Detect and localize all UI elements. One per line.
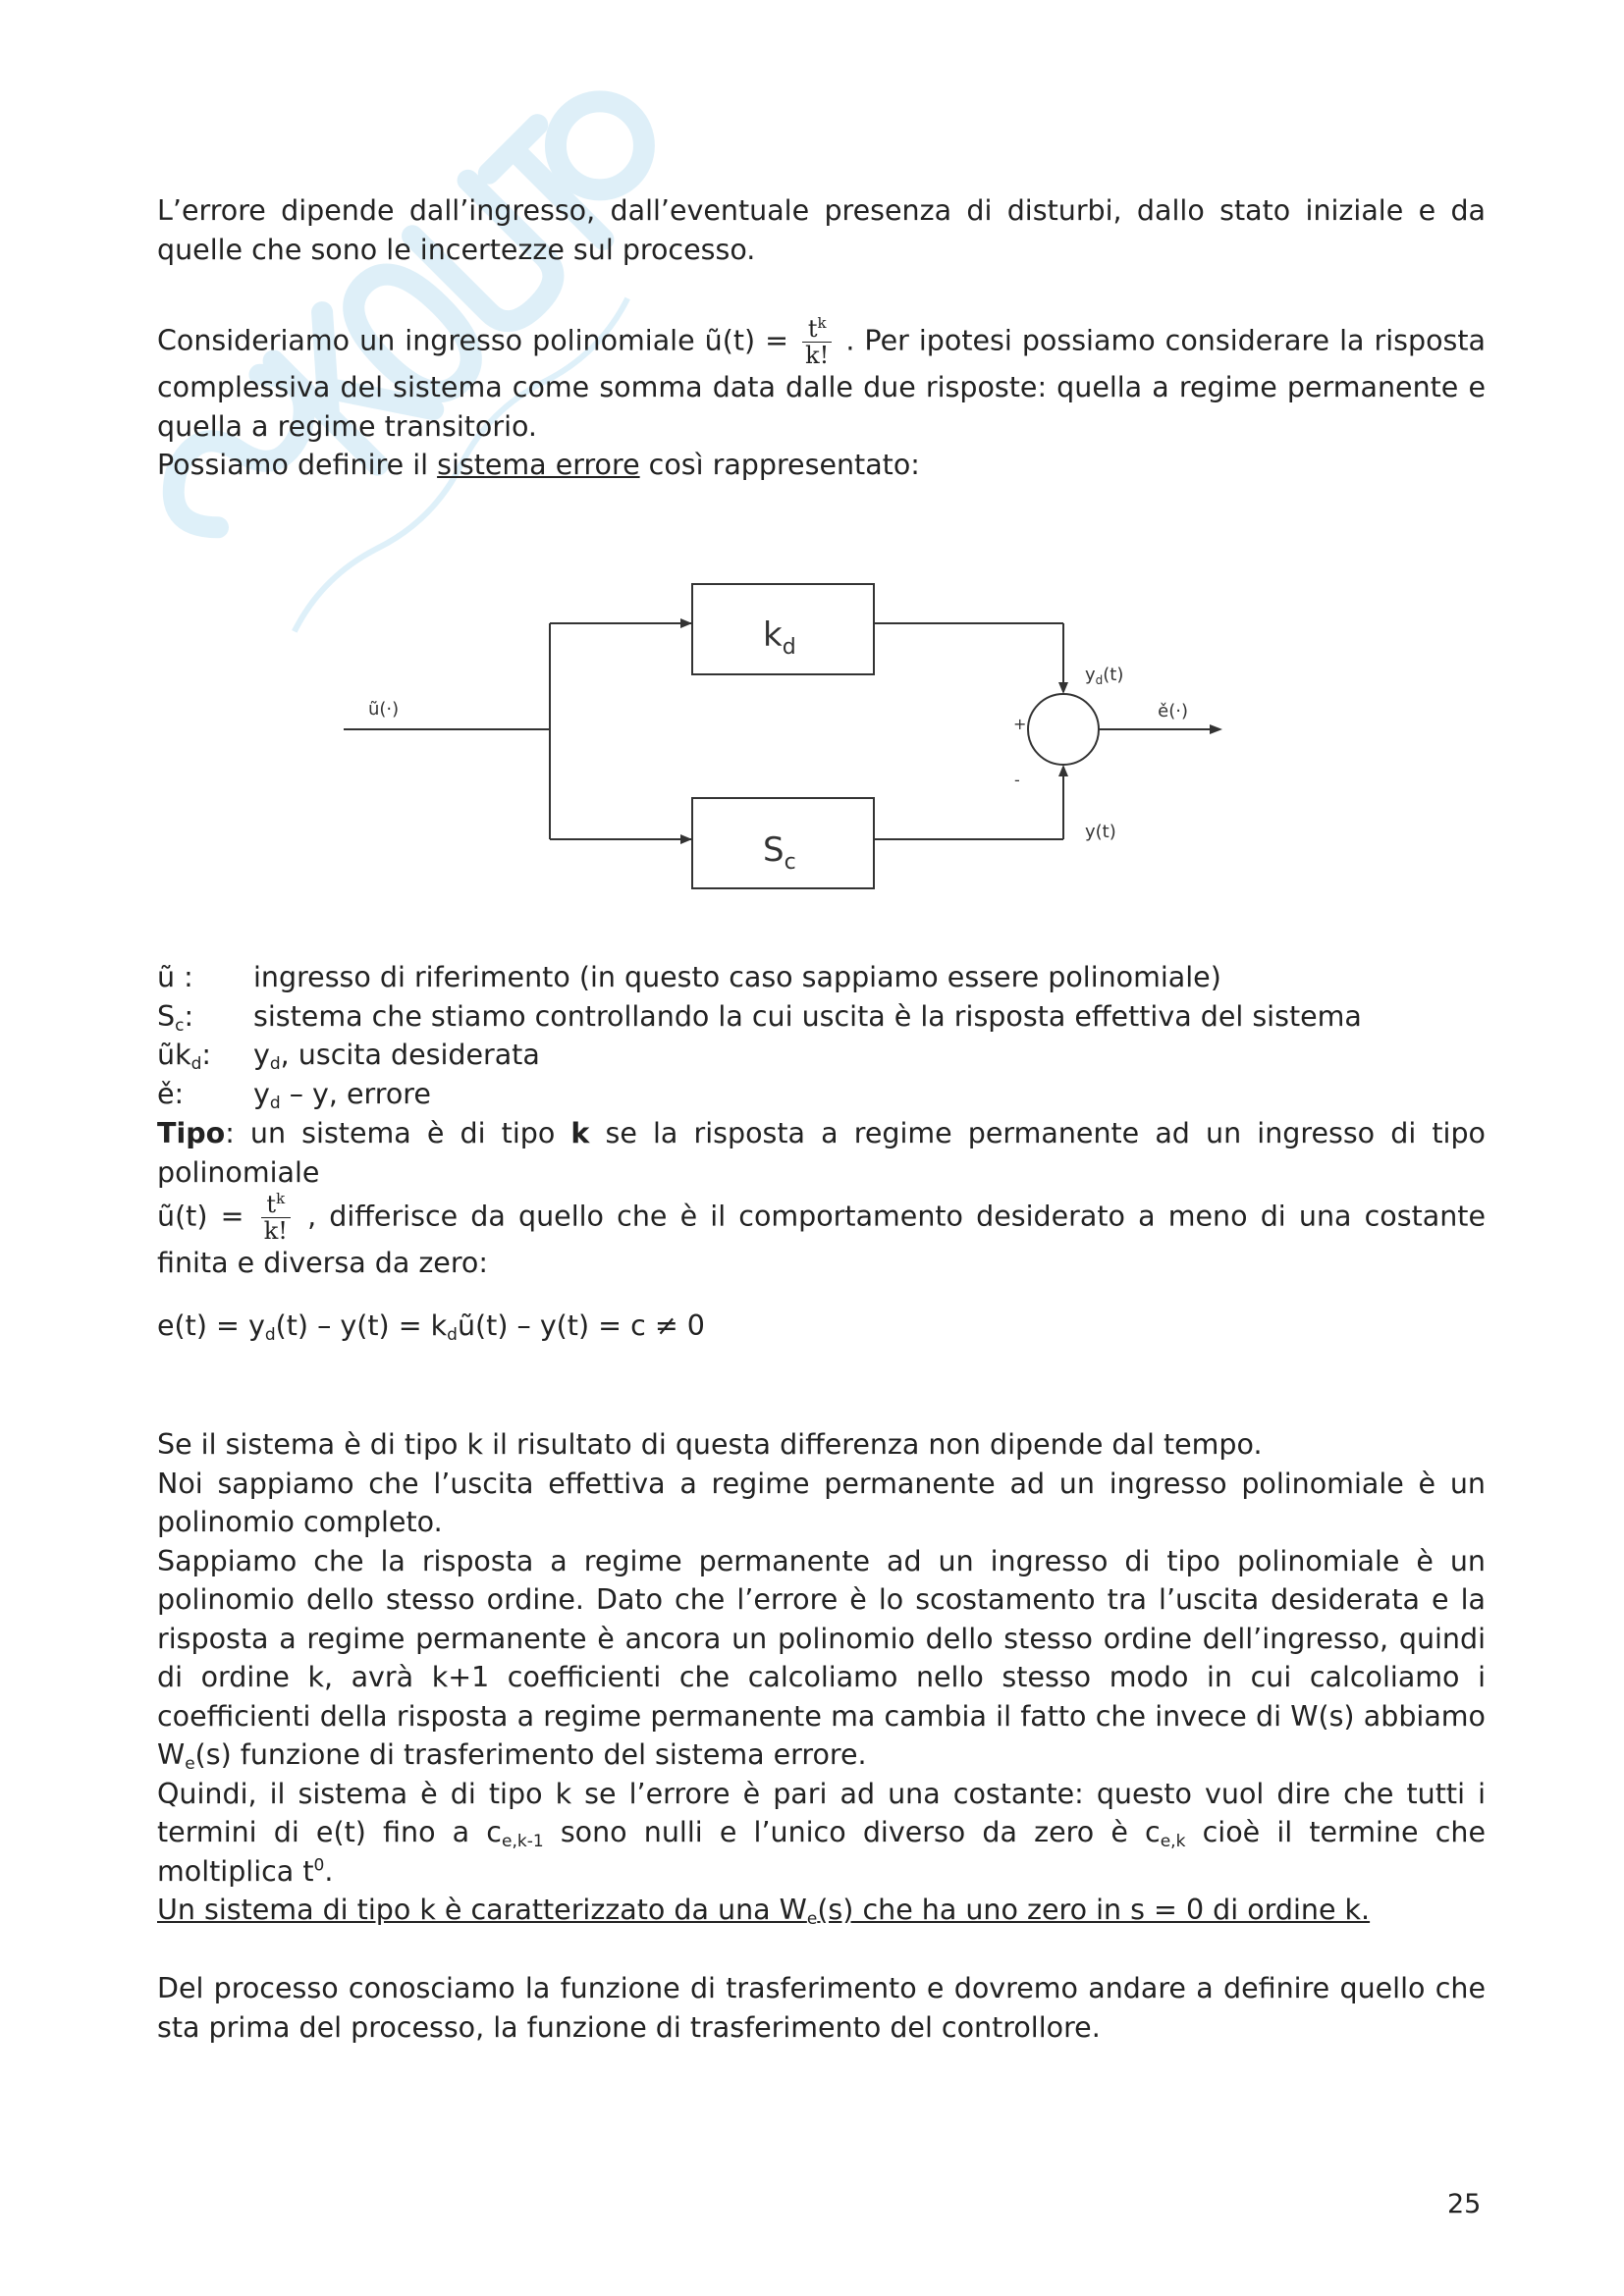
paragraph-tipo: Tipo: un sistema è di tipo k se la risposta a regime permanente ad un ingresso di tipo polinomiale ũ(t) = $\frac{t^k}{k!}$ , differisce da quello che è il comportamento desiderato a meno di una costante finita e diversa da zero: (157, 1117, 1487, 1279)
definition-row: $S_c$: sistema che stiamo controllando la cui uscita è la risposta effettiva del sistema (157, 999, 1362, 1036)
svg-text:Sc: $S_c$ (763, 830, 796, 875)
paragraph-intro: L’errore dipende dall’ingresso, dall’eventuale presenza di disturbi, dallo stato iniziale e da quelle che sono le incertezze sul processo. (157, 194, 1486, 266)
input-label: ũ(·) (368, 699, 400, 720)
definitions-list (157, 958, 1486, 1113)
error-system-diagram (334, 564, 1237, 903)
definition-row: ũ : ingresso di riferimento (in questo caso sappiamo essere polinomiale) (157, 961, 1221, 993)
definition-row: ě: $y_d$ – y, errore (157, 1077, 431, 1113)
summing-junction (1028, 694, 1099, 765)
fraction-tk-kfact: $\frac{t^k}{k!}$ (261, 1192, 291, 1244)
yd-label: $y_d(t)$ (1085, 665, 1124, 687)
paragraph-final: Del processo conosciamo la funzione di trasferimento e dovremo andare a definire quello che sta prima del processo, la funzione di trasferimento del controllore. (157, 1972, 1486, 2044)
paragraph-explanation: Se il sistema è di tipo k il risultato di questa differenza non dipende dal tempo. Noi sappiamo che l’uscita effettiva a regime permanente ad un ingresso polinomiale è un polinomio completo. Sappiamo che la risposta a regime permanente ad un ingresso di tipo polinomiale è un polinomio dello stesso ordine. Dato che l’errore è lo scostamento tra l’uscita desiderata e la risposta a regime permanente è ancora un polinomio dello stesso ordine dell’ingresso, quindi di ordine k, avrà k+1 coefficienti che calcoliamo nello stesso modo in cui calcoliamo i coefficienti della risposta a regime permanente ma cambia il fatto che invece di W(s) abbiamo $W_e(s)$ funzione di trasferimento del sistema errore. Quindi, il sistema è di tipo k se l’errore è pari ad una costante: questo vuol dire che tutti i termini di e(t) fino a $c_{e,k-1}$ sono nulli e l’unico diverso da zero è $c_{e,k}$ cioè il termine che moltiplica $t^0$. Un sistema di tipo k è caratterizzato da una $W_e(s)$ che ha uno zero in s = 0 di ordine k. (157, 1428, 1486, 1929)
plus-sign: + (1013, 715, 1027, 733)
underlined-term: sistema errore (437, 449, 640, 481)
underlined-conclusion: Un sistema di tipo k è caratterizzato da una $W_e(s)$ che ha uno zero in s = 0 di ordine k. (157, 1894, 1371, 1929)
output-label: ě(·) (1158, 701, 1188, 721)
svg-text:kd: $k_d$ (763, 615, 796, 660)
paragraph-input: Consideriamo un ingresso polinomiale ũ(t) = $\frac{t^k}{k!}$ . Per ipotesi possiamo considerare la risposta complessiva del sistema come somma data dalle due risposte: quella a regime permanente e quella a regime transitorio. Possiamo definire il sistema errore così rappresentato: (157, 314, 1486, 481)
definition-row: $ũk_d$: $y_d$, uscita desiderata (157, 1039, 540, 1074)
minus-sign: - (1014, 771, 1020, 789)
equation-error: $e(t) = y_d(t) - y(t)$ = $k_dũ(t) - y(t) = c \ne 0$ (157, 1309, 705, 1345)
y-label: y(t) (1085, 822, 1116, 842)
fraction-tk-kfact: $\frac{t^k}{k!}$ (802, 316, 832, 368)
page-number: 25 (1447, 2189, 1482, 2219)
block-kd (692, 584, 874, 674)
